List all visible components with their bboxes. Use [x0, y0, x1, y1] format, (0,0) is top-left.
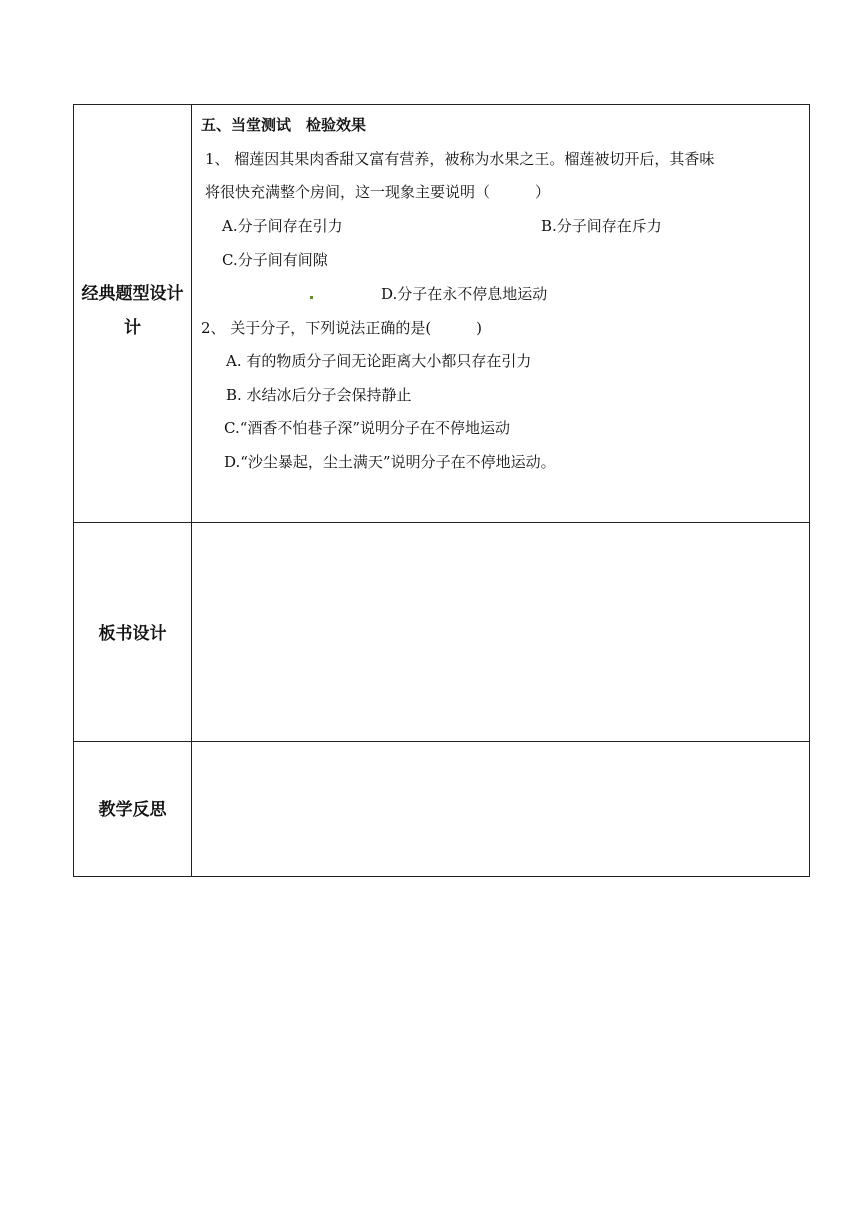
row-label-line: 计 [124, 318, 141, 338]
question-1-line-1: 1、 榴莲因其果肉香甜又富有营养，被称为水果之王。榴莲被切开后，其香味 [205, 150, 715, 168]
question-2-option-d: D.“沙尘暴起，尘土满天”说明分子在不停地运动。 [224, 453, 556, 471]
question-2-option-a: A. 有的物质分子间无论距离大小都只存在引力 [226, 352, 532, 370]
section-heading: 五、当堂测试 检验效果 [201, 116, 367, 134]
question-2-option-c: C.“酒香不怕巷子深”说明分子在不停地运动 [224, 419, 511, 437]
question-1-line-2: 将很快充满整个房间，这一现象主要说明（ ） [205, 183, 551, 201]
question-1-option-d: D.分子在永不停息地运动 [381, 285, 548, 303]
lesson-plan-table [73, 104, 810, 877]
row-label-board-design: 板书设计 [98, 624, 167, 644]
question-2-stem: 2、 关于分子，下列说法正确的是( ) [201, 319, 483, 337]
question-1-option-b: B.分子间存在斥力 [541, 217, 662, 235]
row-label-classic-questions [74, 277, 191, 345]
row-divider [74, 522, 809, 523]
question-2-option-b: B. 水结冰后分子会保持静止 [226, 386, 412, 404]
row-label-teaching-reflection: 教学反思 [98, 800, 167, 820]
row-divider [74, 741, 809, 742]
question-1-option-a: A.分子间存在引力 [222, 217, 343, 235]
column-divider [191, 105, 192, 876]
question-1-option-c: C.分子间有间隙 [222, 251, 328, 269]
row-label-line: 经典题型设计 [81, 284, 184, 304]
stray-dot [310, 296, 313, 299]
